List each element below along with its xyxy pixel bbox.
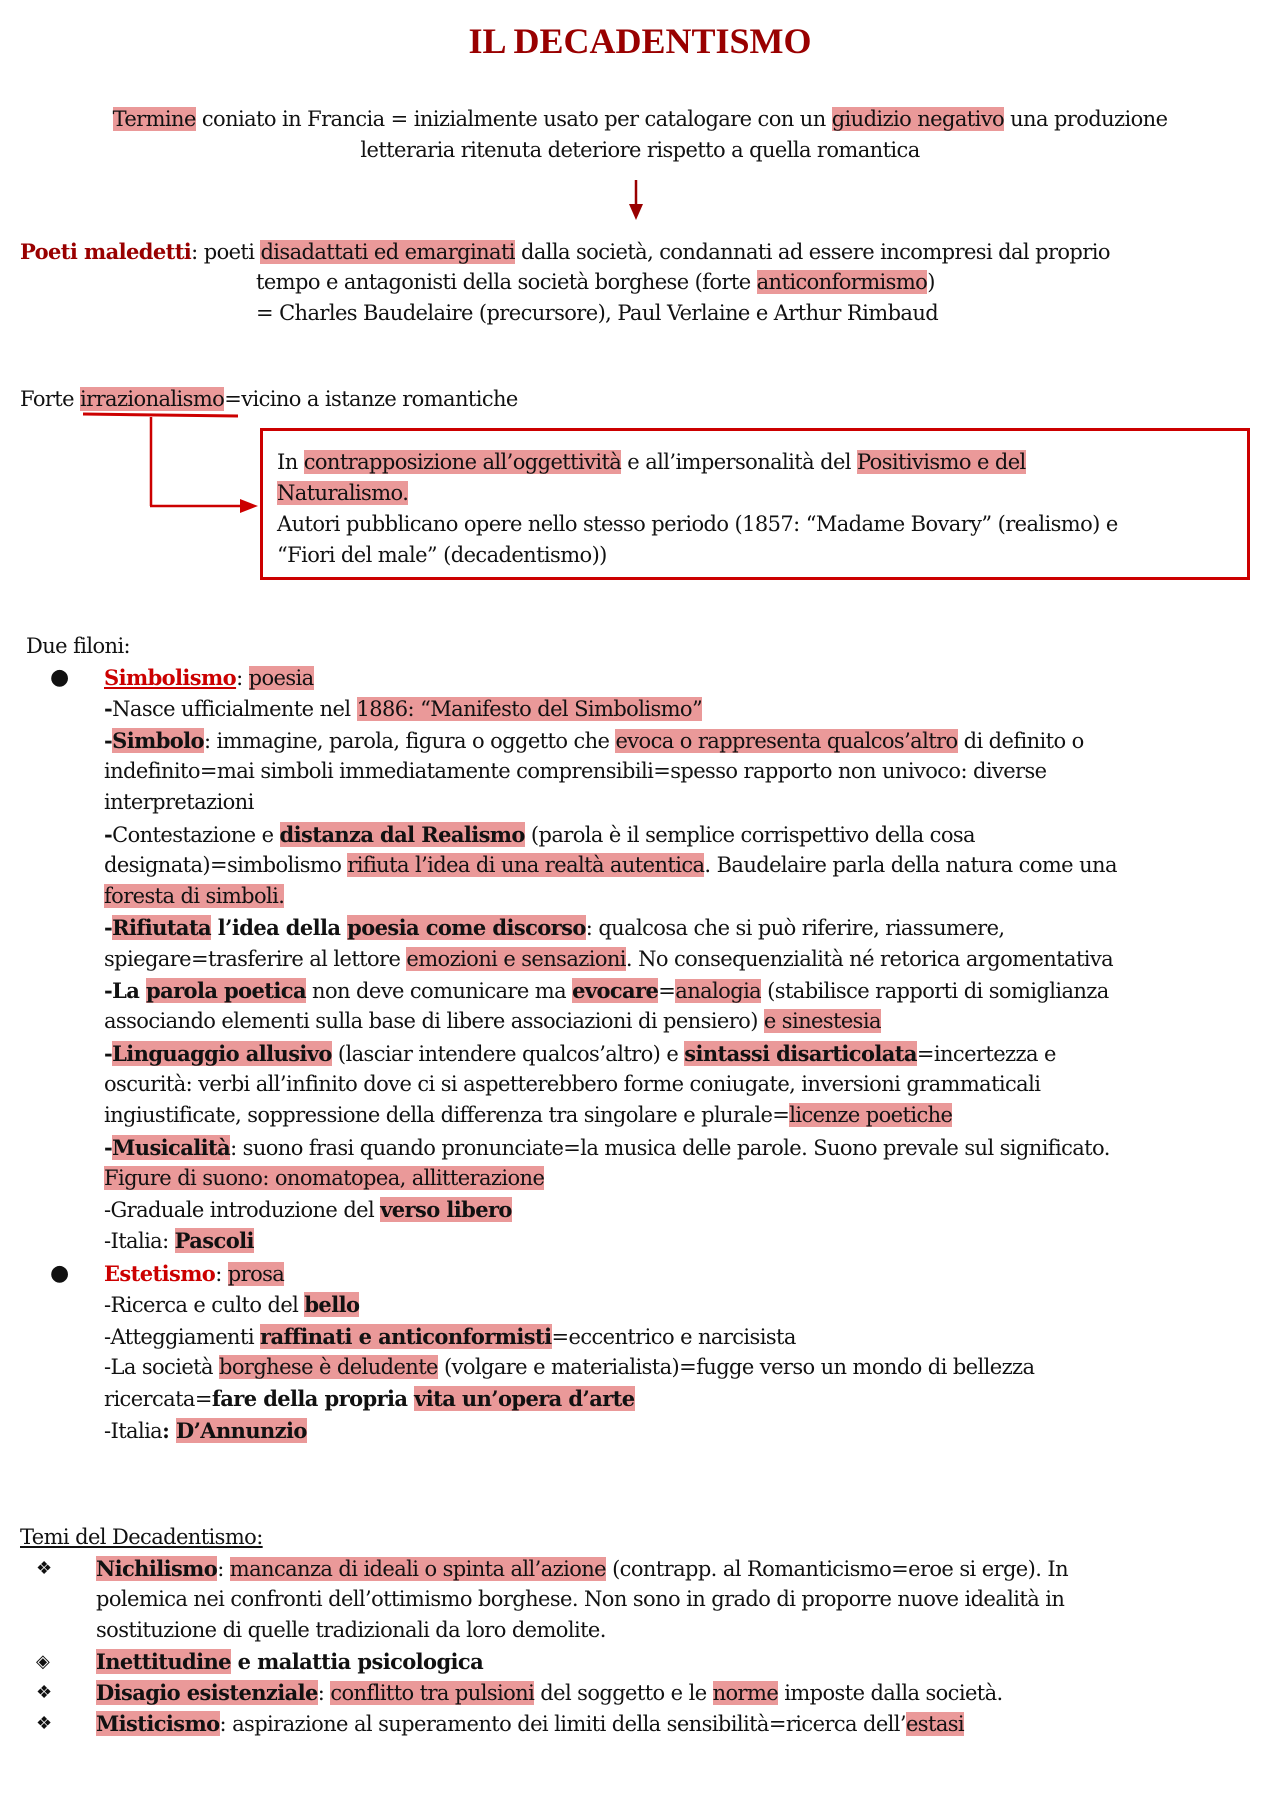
text-run: -La società bbox=[104, 1354, 219, 1379]
highlighted-text: Termine bbox=[112, 107, 196, 131]
diamond-bullet-icon: ❖ bbox=[36, 1682, 53, 1703]
highlighted-text: verso libero bbox=[380, 1197, 512, 1223]
text-run: spiegare=trasferire al lettore bbox=[104, 946, 407, 971]
highlighted-text: D’Annunzio bbox=[175, 1417, 307, 1443]
box-line-3: Autori pubblicano opere nello stesso periodo (1857: “Madame Bovary” (realismo) e bbox=[277, 512, 1118, 536]
highlighted-text: Inettitudine bbox=[96, 1649, 231, 1674]
highlighted-text: Positivismo e del bbox=[856, 450, 1026, 474]
highlighted-text: conflitto tra pulsioni bbox=[330, 1681, 535, 1705]
text-run: : bbox=[162, 1417, 176, 1443]
simbolismo-line bbox=[104, 1132, 1110, 1164]
text-run: - bbox=[104, 915, 113, 941]
bullet-dot-icon: ● bbox=[50, 665, 70, 690]
simbolismo-line bbox=[104, 912, 1005, 944]
highlighted-text: anticonformismo bbox=[756, 270, 928, 294]
irrazionalismo-keyword: irrazionalismo bbox=[80, 387, 225, 411]
section-label: Estetismo bbox=[104, 1261, 216, 1286]
highlighted-text: disadattati ed emarginati bbox=[260, 240, 515, 264]
highlighted-text: Naturalismo. bbox=[277, 481, 409, 505]
text-run: : bbox=[217, 1557, 230, 1581]
simbolismo-line bbox=[104, 975, 1109, 1007]
simbolismo-line bbox=[104, 662, 314, 694]
simbolismo-line bbox=[104, 1194, 512, 1226]
text-run: -Italia: bbox=[104, 1229, 175, 1254]
box-line-4: “Fiori del male” (decadentismo)) bbox=[277, 543, 607, 567]
text-run: e malattia psicologica bbox=[230, 1649, 484, 1674]
intro-line-1 bbox=[0, 104, 1280, 135]
text-run: . No consequenzialità né retorica argomentativa bbox=[625, 946, 1114, 971]
text-run: ricercata= bbox=[104, 1387, 212, 1412]
text-run: -Ricerca e culto del bbox=[104, 1293, 305, 1318]
simbolismo-line bbox=[104, 819, 975, 851]
temi-heading: Temi del Decadentismo: bbox=[20, 1525, 263, 1549]
text-run: tempo e antagonisti della società borghese (forte bbox=[256, 270, 757, 294]
text-run: (volgare e materialista)=fugge verso un mondo di bellezza bbox=[437, 1354, 1035, 1379]
simbolismo-line bbox=[104, 725, 1084, 757]
highlighted-text: Figure di suono: onomatopea, allitterazione bbox=[104, 1165, 545, 1190]
simbolismo-line bbox=[104, 693, 702, 725]
text-run: (contrapp. al Romanticismo=eroe si erge). In bbox=[606, 1557, 1068, 1581]
simbolismo-line bbox=[104, 756, 1047, 787]
highlighted-text: norme bbox=[712, 1681, 779, 1705]
text-run: : immagine, parola, figura o oggetto che bbox=[203, 728, 616, 753]
text-run: - bbox=[104, 1134, 113, 1160]
text-run: - bbox=[104, 727, 113, 753]
text-run: : suono frasi quando pronunciate=la musica delle parole. Suono prevale sul significato. bbox=[230, 1135, 1110, 1160]
text-run: : qualcosa che si può riferire, riassumere, bbox=[585, 916, 1005, 941]
estetismo-line bbox=[104, 1415, 307, 1447]
text-run: In bbox=[277, 450, 304, 474]
highlighted-text: Linguaggio allusivo bbox=[112, 1040, 332, 1066]
text-run: Contestazione e bbox=[112, 822, 280, 847]
text-run: indefinito=mai simboli immediatamente comprensibili=spesso rapporto non univoco: diverse bbox=[104, 758, 1047, 783]
text-run: l’idea della bbox=[211, 915, 348, 941]
highlighted-text: evocare bbox=[572, 978, 659, 1003]
connector-arrow-icon bbox=[0, 405, 270, 520]
tema-line bbox=[96, 1584, 1064, 1615]
highlighted-text: contrapposizione all’oggettività bbox=[303, 450, 622, 474]
poeti-line-1 bbox=[20, 236, 1110, 268]
simbolismo-line bbox=[104, 1100, 952, 1131]
highlighted-text: 1886: “Manifesto del Simbolismo” bbox=[356, 697, 703, 722]
simbolismo-line bbox=[104, 1038, 1056, 1070]
tema-line bbox=[96, 1677, 1003, 1709]
simbolismo-line bbox=[104, 1006, 881, 1037]
bullet-dot-icon: ● bbox=[50, 1261, 70, 1286]
text-run: : poeti bbox=[191, 240, 261, 264]
text-run: oscurità: verbi all’infinito dove ci si aspetterebbero forme coniugate, inversioni grammaticali bbox=[104, 1071, 1041, 1096]
highlighted-text: e sinestesia bbox=[763, 1009, 881, 1034]
text-run: dalla società, condannati ad essere incompresi dal proprio bbox=[514, 240, 1110, 264]
poeti-line-3: = Charles Baudelaire (precursore), Paul Verlaine e Arthur Rimbaud bbox=[256, 301, 939, 325]
highlighted-text: poesia come discorso bbox=[347, 915, 586, 941]
text-run: : bbox=[317, 1681, 331, 1705]
text-run: =incertezza e bbox=[916, 1041, 1056, 1066]
poeti-label: Poeti maledetti bbox=[20, 239, 192, 264]
highlighted-text: emozioni e sensazioni bbox=[406, 946, 626, 971]
text-run: - bbox=[104, 1040, 113, 1066]
text-run: fare della propria bbox=[211, 1386, 415, 1412]
estetismo-line bbox=[104, 1383, 635, 1415]
tema-line bbox=[96, 1553, 1068, 1585]
filoni-heading: Due filoni: bbox=[26, 634, 131, 658]
poeti-line-1-text bbox=[191, 240, 1110, 264]
simbolismo-line bbox=[104, 787, 254, 818]
estetismo-line bbox=[104, 1289, 359, 1321]
estetismo-line bbox=[104, 1258, 284, 1290]
arrow-down-icon bbox=[626, 178, 646, 222]
text-run: ingiustificate, soppressione della differenza tra singolare e plurale= bbox=[104, 1103, 790, 1128]
text-run: Nasce ufficialmente nel bbox=[112, 697, 357, 722]
text-run: polemica nei confronti dell’ottimismo borghese. Non sono in grado di proporre nuove idealità in bbox=[96, 1587, 1065, 1611]
text-run: del soggetto e le bbox=[534, 1681, 713, 1705]
highlighted-text: sintassi disarticolata bbox=[684, 1040, 917, 1066]
text-run: di definito o bbox=[957, 728, 1084, 753]
text-run: interpretazioni bbox=[104, 790, 254, 815]
text-run: : bbox=[215, 1262, 228, 1286]
highlighted-text: Nichilismo bbox=[96, 1556, 218, 1581]
highlighted-text: Simbolo bbox=[112, 727, 204, 753]
text-run: -La bbox=[104, 978, 146, 1003]
highlighted-text: analogia bbox=[675, 979, 762, 1003]
tema-line bbox=[96, 1708, 964, 1740]
highlighted-text: parola poetica bbox=[146, 978, 306, 1003]
text-run: (stabilisce rapporti di somiglianza bbox=[761, 979, 1109, 1003]
text-run: -Atteggiamenti bbox=[104, 1324, 261, 1349]
tema-line bbox=[96, 1646, 483, 1678]
text-run: . Baudelaire parla della natura come una bbox=[704, 852, 1117, 877]
highlighted-text: Musicalità bbox=[112, 1134, 231, 1160]
simbolismo-line bbox=[104, 1225, 254, 1257]
highlighted-text: distanza dal Realismo bbox=[279, 821, 525, 847]
highlighted-text: evoca o rappresenta qualcos’altro bbox=[615, 728, 958, 753]
text-run: : bbox=[236, 666, 249, 690]
text-run: coniato in Francia = inizialmente usato per catalogare con un bbox=[195, 107, 832, 131]
highlighted-text: raffinati e anticonformisti bbox=[260, 1323, 552, 1349]
highlighted-text: bello bbox=[304, 1292, 360, 1318]
highlighted-text: prosa bbox=[227, 1262, 285, 1286]
text-run: -Graduale introduzione del bbox=[104, 1198, 381, 1223]
diamond-bullet-icon: ❖ bbox=[36, 1713, 53, 1734]
simbolismo-line bbox=[104, 850, 1117, 881]
text-run: imposte dalla società. bbox=[778, 1681, 1003, 1705]
section-label: Simbolismo bbox=[104, 665, 237, 690]
highlighted-text: Disagio esistenziale bbox=[96, 1680, 318, 1705]
irrazionalismo-suffix: =vicino a istanze romantiche bbox=[224, 387, 518, 411]
text-run: - bbox=[104, 821, 113, 847]
highlighted-text: borghese è deludente bbox=[219, 1354, 438, 1379]
highlighted-text: mancanza di ideali o spinta all’azione bbox=[229, 1557, 606, 1581]
intro-line-2: letteraria ritenuta deteriore rispetto a quella romantica bbox=[360, 138, 920, 162]
text-run: = bbox=[658, 979, 676, 1003]
highlighted-text: rifiuta l’idea di una realtà autentica bbox=[347, 852, 705, 877]
simbolismo-line bbox=[104, 1163, 544, 1194]
highlighted-text: poesia bbox=[248, 666, 314, 690]
simbolismo-line bbox=[104, 1069, 1040, 1100]
text-run: -Italia bbox=[104, 1418, 163, 1443]
box-line-1 bbox=[277, 447, 1026, 478]
text-run: una produzione bbox=[1004, 107, 1168, 131]
simbolismo-line bbox=[104, 881, 284, 912]
text-run: designata)=simbolismo bbox=[104, 852, 348, 877]
estetismo-line bbox=[104, 1321, 796, 1353]
estetismo-line bbox=[104, 1352, 1034, 1383]
highlighted-text: licenze poetiche bbox=[789, 1103, 953, 1128]
box-line-2 bbox=[277, 478, 408, 509]
highlighted-text: foresta di simboli. bbox=[104, 884, 285, 909]
text-run: (lasciar intendere qualcos’altro) e bbox=[331, 1041, 685, 1066]
text-run: (parola è il semplice corrispettivo della cosa bbox=[524, 822, 975, 847]
simbolismo-line bbox=[104, 944, 1113, 975]
poeti-line-2 bbox=[256, 267, 935, 298]
text-run: associando elementi sulla base di libere associazioni di pensiero) bbox=[104, 1009, 764, 1034]
text-run: =eccentrico e narcisista bbox=[551, 1324, 796, 1349]
text-run: : aspirazione al superamento dei limiti della sensibilità=ricerca dell’ bbox=[219, 1712, 906, 1736]
diamond-bullet-icon: ◈ bbox=[36, 1651, 50, 1672]
text-run: e all’impersonalità del bbox=[621, 450, 857, 474]
highlighted-text: estasi bbox=[905, 1712, 965, 1736]
text-run: ) bbox=[927, 270, 935, 294]
highlighted-text: Rifiutata bbox=[112, 915, 212, 941]
diamond-bullet-icon: ❖ bbox=[36, 1558, 53, 1579]
highlighted-text: Misticismo bbox=[96, 1711, 220, 1736]
highlighted-text: Pascoli bbox=[174, 1228, 254, 1254]
highlighted-text: vita un’opera d’arte bbox=[414, 1386, 635, 1412]
text-run: sostituzione di quelle tradizionali da loro demolite. bbox=[96, 1618, 606, 1642]
text-run: non deve comunicare ma bbox=[305, 979, 573, 1003]
irrazionalismo-prefix: Forte bbox=[20, 387, 81, 411]
tema-line bbox=[96, 1615, 606, 1646]
page-title: IL DECADENTISMO bbox=[468, 21, 812, 61]
text-run: - bbox=[104, 696, 113, 722]
highlighted-text: giudizio negativo bbox=[831, 107, 1005, 131]
